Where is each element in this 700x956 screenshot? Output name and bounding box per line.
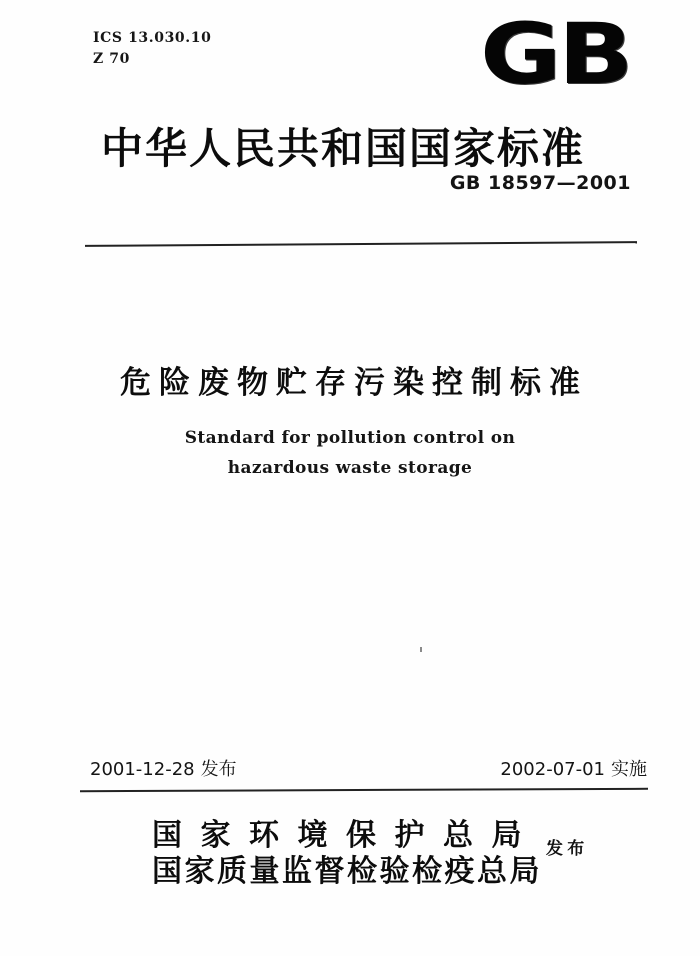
national-standard-heading: 中华人民共和国国家标准 <box>100 124 585 173</box>
standard-number: GB 18597—2001 <box>449 172 631 194</box>
issuer-agency-quality: 国家质量监督检验检疫总局 <box>152 855 542 888</box>
top-divider <box>85 241 637 247</box>
classification-codes <box>93 28 211 70</box>
issuer-agency-environment: 国 家 环 境 保 护 总 局 <box>152 819 522 852</box>
issuing-agencies <box>0 808 700 898</box>
standard-title-english-line1: Standard for pollution control on <box>184 428 516 448</box>
standard-title-english-line2: hazardous waste storage <box>227 458 473 478</box>
publish-label: 发 布 <box>546 839 585 858</box>
scan-artifact-speck <box>420 647 422 652</box>
issue-date-item <box>90 755 237 781</box>
bottom-divider <box>80 788 648 792</box>
gb-logo: GB <box>480 5 630 103</box>
issue-date: 2001-12-28 <box>90 759 195 780</box>
standard-title-english <box>0 423 700 483</box>
dates-row <box>90 755 647 781</box>
standard-title-chinese: 危险废物贮存污染控制标准 <box>120 365 588 400</box>
issue-date-label: 发布 <box>200 759 237 780</box>
ics-code: ICS 13.030.10 <box>93 30 212 46</box>
implementation-date-item <box>500 755 647 781</box>
document-class-code: Z 70 <box>93 51 130 67</box>
implementation-date: 2002-07-01 <box>500 759 605 780</box>
implementation-date-label: 实施 <box>611 759 647 780</box>
